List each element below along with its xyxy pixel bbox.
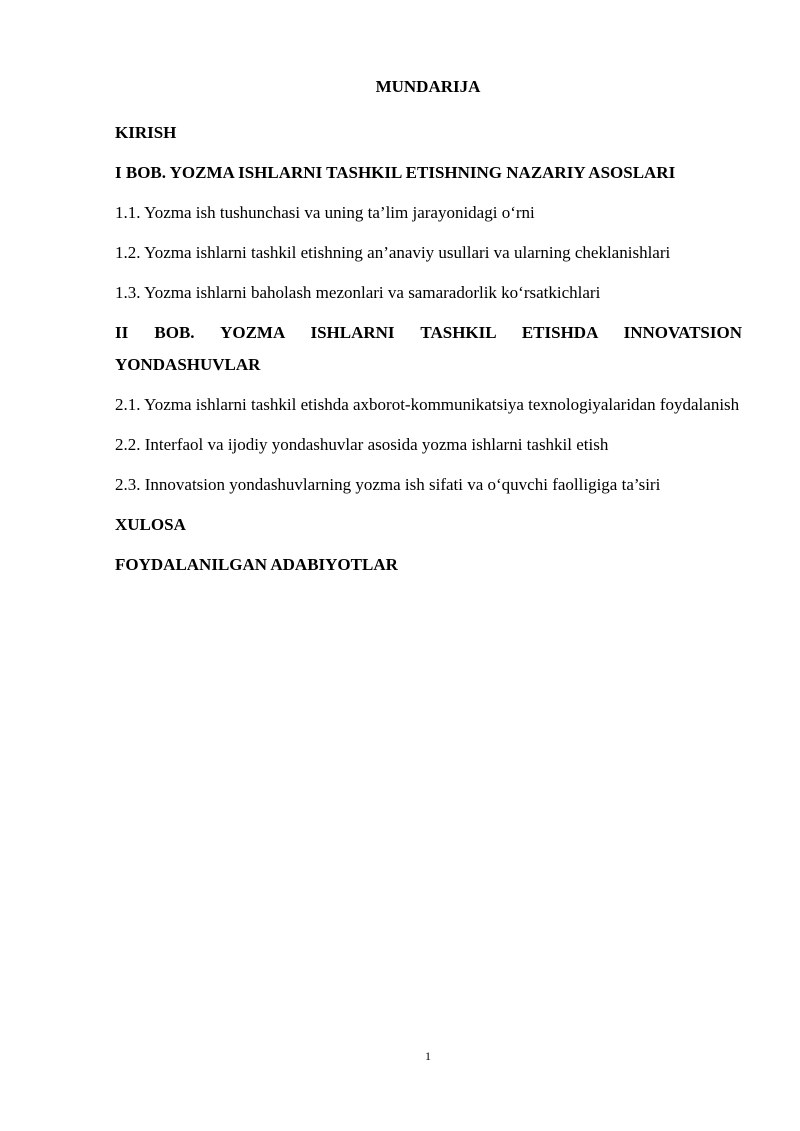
toc-entry-section-1-2: 1.2. Yozma ishlarni tashkil etishning an’anaviy usullari va ularning cheklanishlari <box>115 243 671 262</box>
toc-entry-conclusion: XULOSA <box>115 515 186 534</box>
toc-entry-section-1-1: 1.1. Yozma ish tushunchasi va uning ta’lim jarayonidagi o‘rni <box>115 203 535 222</box>
toc-entry-section-1-3: 1.3. Yozma ishlarni baholash mezonlari va samaradorlik ko‘rsatkichlari <box>115 283 601 302</box>
toc-entry-chapter-1: I BOB. YOZMA ISHLARNI TASHKIL ETISHNING NAZARIY ASOSLARI <box>115 163 676 182</box>
toc-entry-section-2-1: 2.1. Yozma ishlarni tashkil etishda axborot-kommunikatsiya texnologiyalaridan foydalanish <box>115 395 740 414</box>
page-number: 1 <box>425 1049 431 1063</box>
toc-entry-references: FOYDALANILGAN ADABIYOTLAR <box>115 555 398 574</box>
table-of-contents <box>115 117 742 589</box>
toc-entry-section-2-3: 2.3. Innovatsion yondashuvlarning yozma ish sifati va o‘quvchi faolligiga ta’siri <box>115 475 661 494</box>
page-title: MUNDARIJA <box>375 77 481 96</box>
toc-entry-section-2-2: 2.2. Interfaol va ijodiy yondashuvlar asosida yozma ishlarni tashkil etish <box>115 435 609 454</box>
toc-entry-introduction: KIRISH <box>115 123 177 142</box>
toc-entry-chapter-2: II BOB. YOZMA ISHLARNI TASHKIL ETISHDA INNOVATSION YONDASHUVLAR <box>115 323 742 374</box>
